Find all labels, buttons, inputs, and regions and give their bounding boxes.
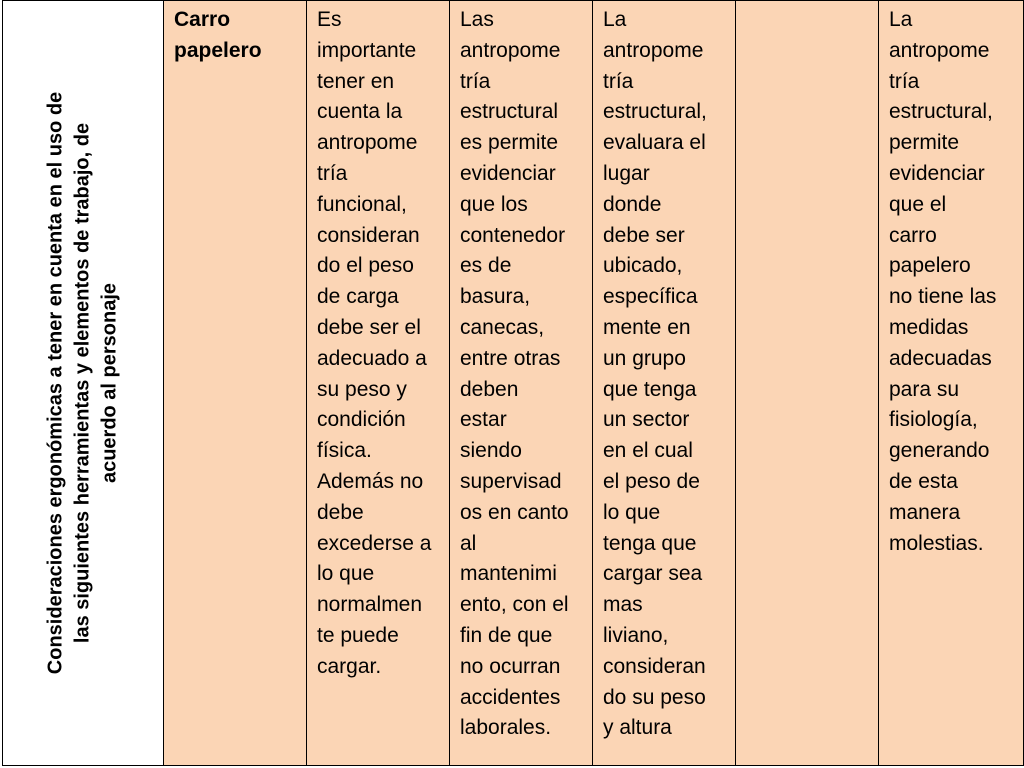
table-cell-1: Es importante tener en cuenta la antropome tría funcional, consideran do el peso de carga debe ser el adecuado a su peso y condición física. Además no debe excederse a lo que normalmen te puede cargar. (307, 1, 450, 766)
vertical-header-cell (3, 1, 164, 766)
table-row (3, 1, 1024, 766)
table-cell-3: La antropome tría estructural, evaluara el lugar donde debe ser ubicado, específica mente en un grupo que tenga un sector en el cual el peso de lo que tenga que cargar sea mas liviano, consideran do su peso y altura (593, 1, 736, 766)
table-cell-2: Las antropome tría estructural es permite evidenciar que los contenedor es de basura, canecas, entre otras deben estar siendo supervisad os en canto al mantenimi ento, con el fin de que no ocurran accidentes laborales. (450, 1, 593, 766)
table-cell-4-empty (736, 1, 879, 766)
vertical-header-text: Consideraciones ergonómicas a tener en cuenta en el uso de las siguientes herramientas y elementos de trabajo, de acuerdo al personaje (44, 91, 121, 675)
ergonomics-table (2, 0, 1024, 766)
table-cell-5: La antropome tría estructural, permite evidenciar que el carro papelero no tiene las medidas adecuadas para su fisiología, generando de esta manera molestias. (879, 1, 1024, 766)
item-name-cell: Carro papelero (164, 1, 307, 766)
